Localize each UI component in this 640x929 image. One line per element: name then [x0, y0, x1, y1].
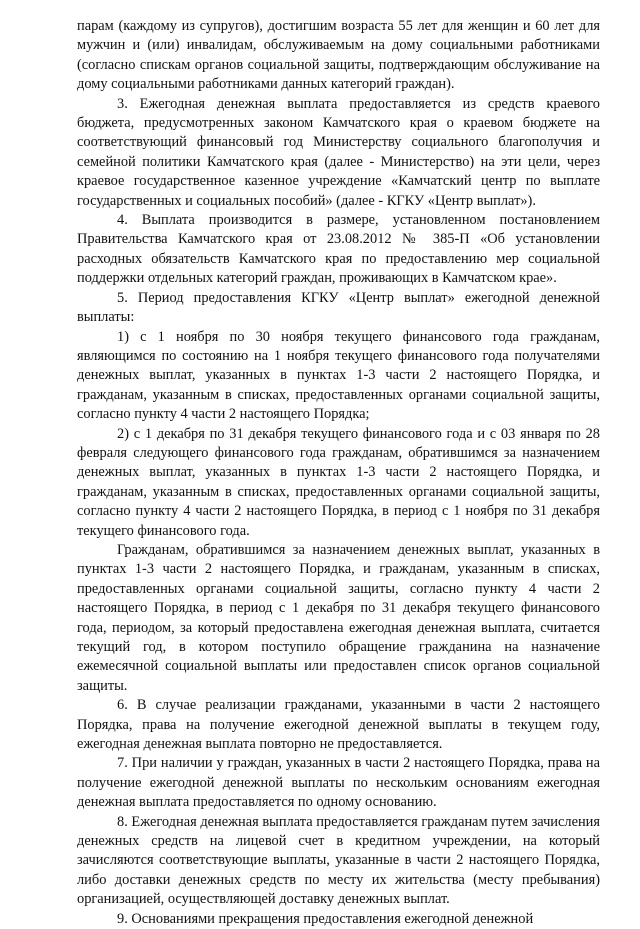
paragraph-item-5: 5. Период предоставления КГКУ «Центр выплат» ежегодной денежной выплаты:	[77, 289, 600, 326]
paragraph-item-7: 7. При наличии у граждан, указанных в части 2 настоящего Порядка, права на получение ежегодной денежной выплаты по нескольким основаниям ежегодная денежная выплата предоставляется по одному основанию.	[77, 755, 600, 811]
paragraph-item-8: 8. Ежегодная денежная выплата предоставляется гражданам путем зачисления денежных средств на лицевой счет в кредитном учреждении, на который зачисляются соответствующие выплаты, указанные в части 2 настоящего Порядка, либо доставки денежных средств по месту их жительства (месту пребывания) организацией, осуществляющей доставку денежных выплат.	[77, 813, 600, 908]
paragraph-item-6: 6. В случае реализации гражданами, указанными в части 2 настоящего Порядка, права на получение ежегодной денежной выплаты в текущем году, ежегодная денежная выплата повторно не предоставляется.	[77, 697, 600, 753]
document-page	[77, 17, 600, 929]
paragraph-item-4: 4. Выплата производится в размере, установленном постановлением Правительства Камчатского края от 23.08.2012 № 385-П «Об установлении расходных обязательств Камчатского края по предоставлению мер социальной поддержки отдельных категорий граждан, проживающих в Камчатском крае».	[77, 212, 600, 287]
paragraph-item-3: 3. Ежегодная денежная выплата предоставляется из средств краевого бюджета, предусмотренных законом Камчатского края о краевом бюджете на соответствующий финансовый год Министерству социального благополучия и семейной политики Камчатского края (далее - Министерство) на эти цели, через краевое государственное казенное учреждение «Камчатский центр по выплате государственных и социальных пособий» (далее - КГКУ «Центр выплат»).	[77, 95, 600, 209]
paragraph-continuation: парам (каждому из супругов), достигшим возраста 55 лет для женщин и 60 лет для мужчин и (или) инвалидам, обслуживаемым на дому социальными работниками (согласно спискам органов социальной защиты, подтверждающим обслуживание на дому социальными работниками данных категорий граждан).	[77, 18, 600, 93]
paragraph-item-5-2: 2) с 1 декабря по 31 декабря текущего финансового года и с 03 января по 28 февраля следующего финансового года гражданам, обратившимся за назначением денежных выплат, указанных в пунктах 1-3 части 2 настоящего Порядка, и гражданам, указанным в списках, предоставленных органами социальной защиты, согласно пункту 4 части 2 настоящего Порядка, в период с 1 ноября по 31 декабря текущего финансового года.	[77, 425, 600, 539]
paragraph-item-5-note: Гражданам, обратившимся за назначением денежных выплат, указанных в пунктах 1-3 части 2 настоящего Порядка, и гражданам, указанным в списках, предоставленных органами социальной защиты, согласно пункту 4 части 2 настоящего Порядка, в период с 1 декабря по 31 декабря текущего финансового года, периодом, за который предоставлена ежегодная денежная выплата, считается текущий год, в котором поступило обращение гражданина на назначение ежемесячной социальной выплаты или предоставлен список органов социальной защиты.	[77, 541, 600, 694]
paragraph-item-9: 9. Основаниями прекращения предоставления ежегодной денежной	[117, 910, 534, 927]
paragraph-item-5-1: 1) с 1 ноября по 30 ноября текущего финансового года гражданам, являющимся по состоянию на 1 ноября текущего финансового года получателями денежных выплат, указанных в пунктах 1-3 части 2 настоящего Порядка, и гражданам, указанным в списках, предоставленных органами социальной защиты, согласно пункту 4 части 2 настоящего Порядка;	[77, 328, 600, 423]
